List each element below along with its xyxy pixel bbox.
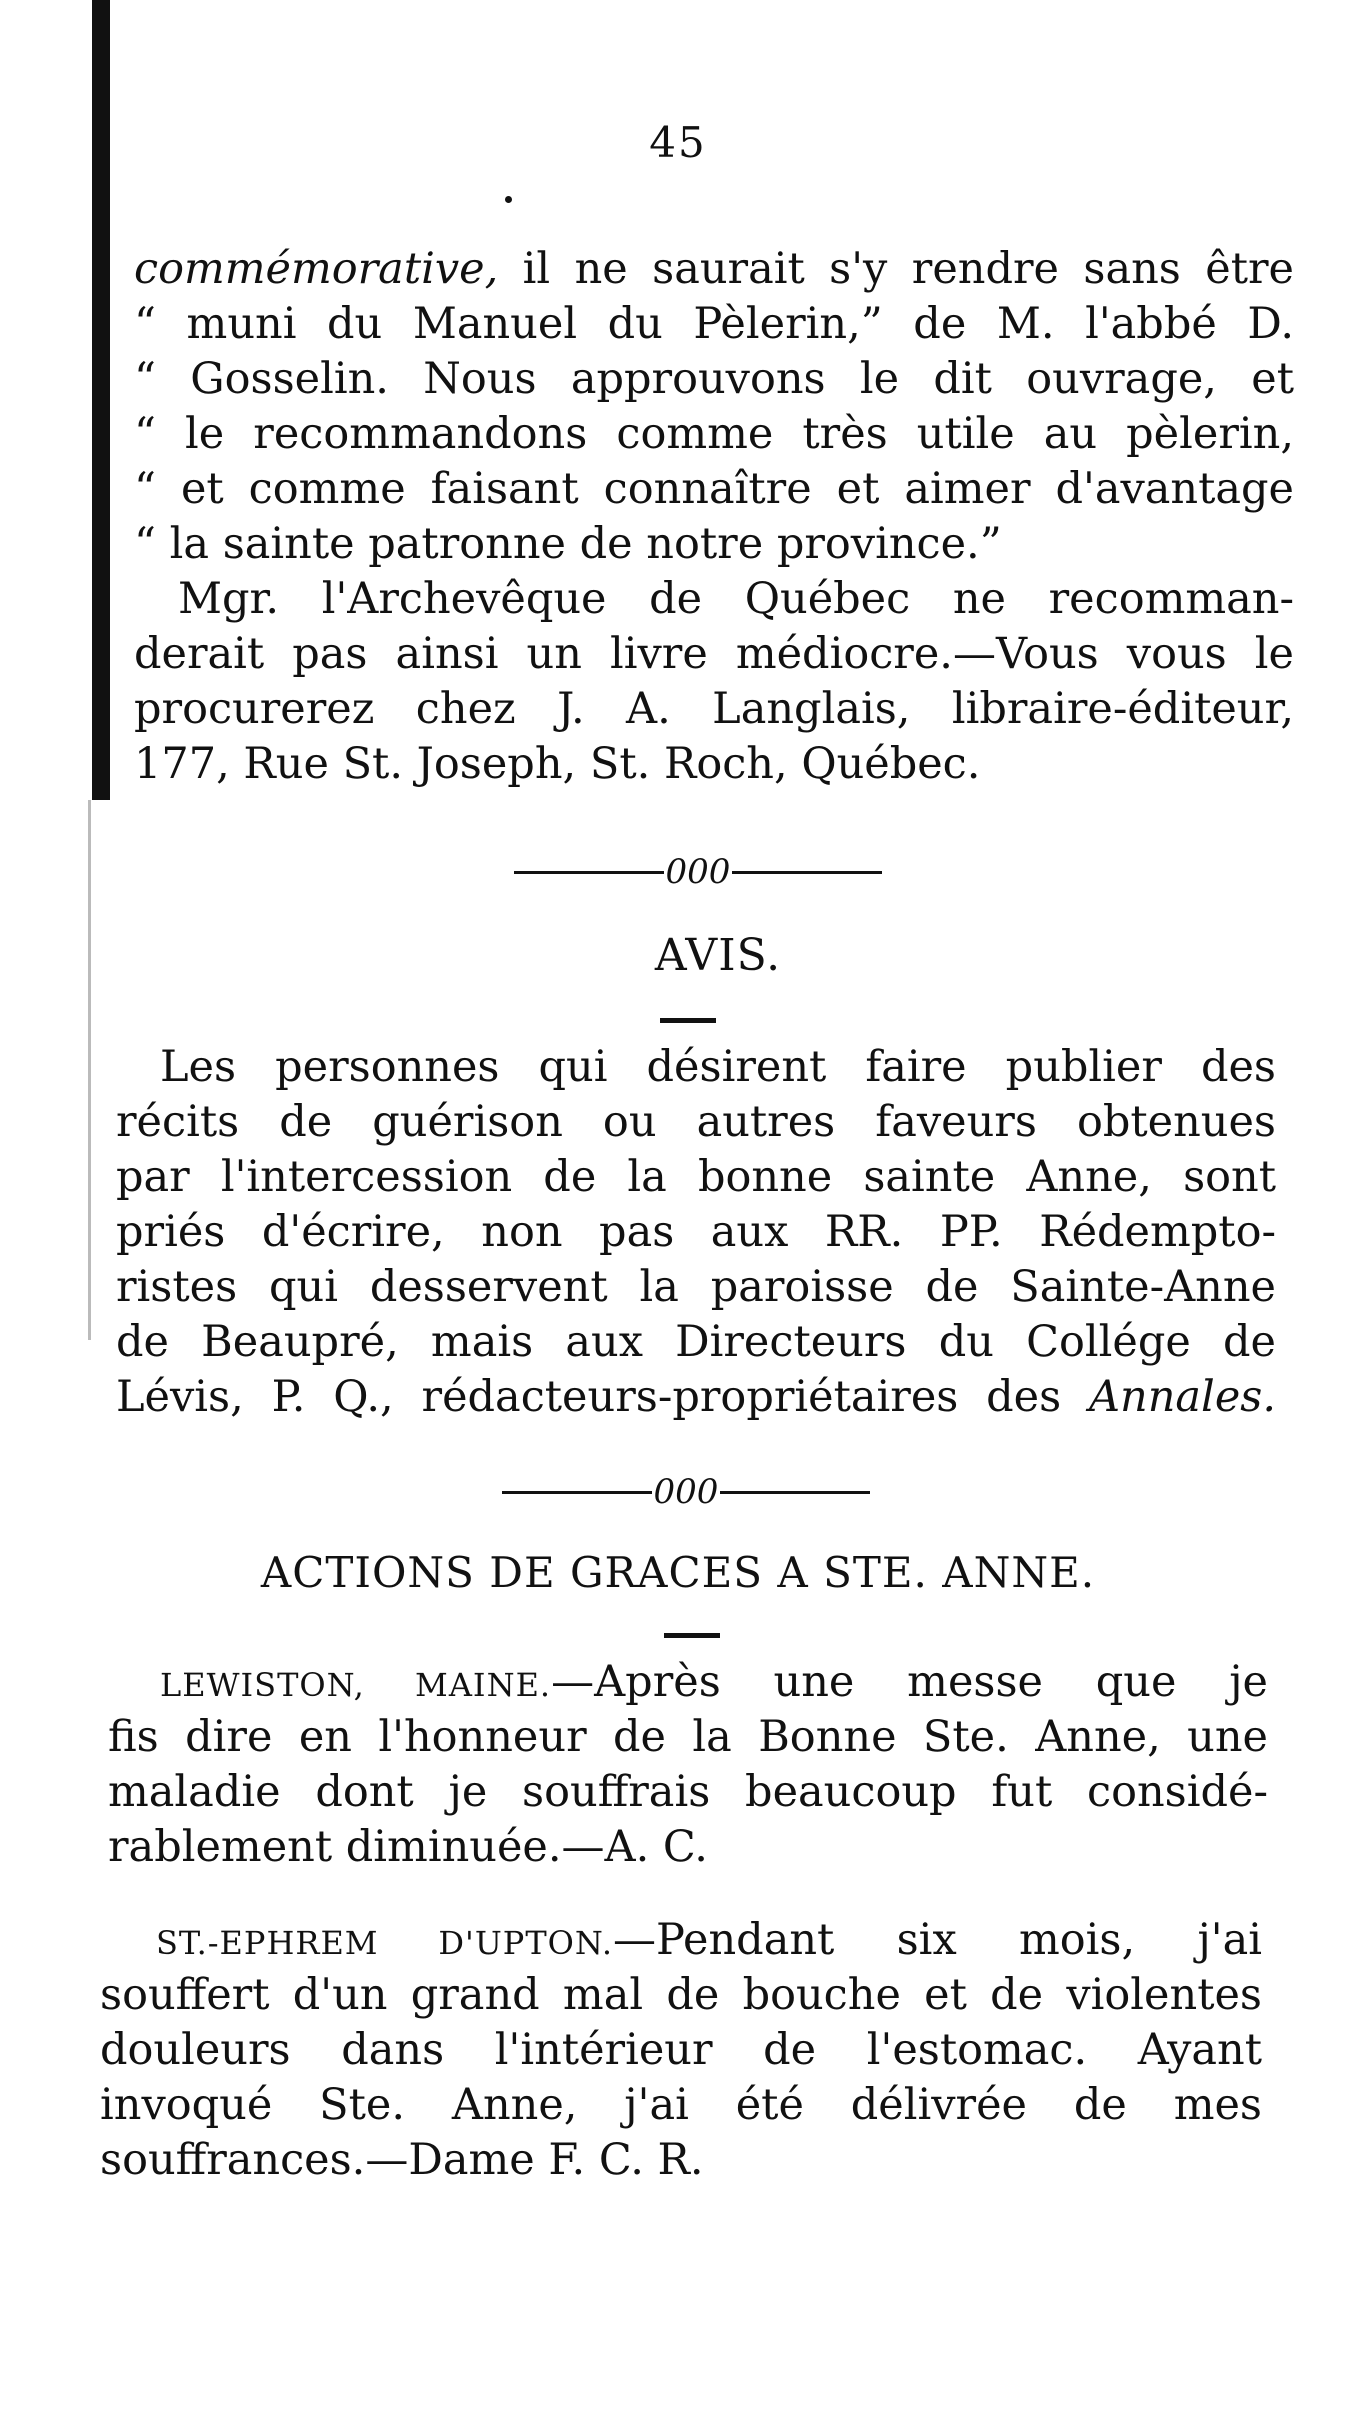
page-margin-line xyxy=(88,800,91,1340)
separator-rule xyxy=(502,1491,652,1494)
actions-title: ACTIONS DE GRACES A STE. ANNE. xyxy=(260,1548,1096,1597)
text-line: fis dire en l'honneur de la Bonne Ste. Anne, une xyxy=(108,1712,1268,1762)
text-line: procurerez chez J. A. Langlais, libraire-éditeur, xyxy=(134,684,1294,734)
line-text: Lévis, P. Q., rédacteurs-propriétaires des xyxy=(116,1372,1089,1422)
entry-place: ST.-EPHREM D'UPTON. xyxy=(156,1924,614,1962)
text-line: Les personnes qui désirent faire publier des xyxy=(160,1042,1276,1092)
text-line xyxy=(108,1655,1268,1710)
text-line: 177, Rue St. Joseph, St. Roch, Québec. xyxy=(134,739,981,789)
section-separator xyxy=(476,1472,896,1512)
heading-dash xyxy=(660,1018,716,1023)
text-line: rablement diminuée.—A. C. xyxy=(108,1822,708,1872)
text-line: par l'intercession de la bonne sainte Anne, sont xyxy=(116,1152,1276,1202)
entry-st-ephrem xyxy=(100,1913,1262,2188)
entry-lewiston xyxy=(108,1655,1268,1875)
line-text: il ne saurait s'y rendre sans être xyxy=(498,244,1294,294)
text-line: invoqué Ste. Anne, j'ai été délivrée de mes xyxy=(100,2080,1262,2130)
text-line: “ la sainte patronne de notre province.” xyxy=(134,519,1002,569)
text-line: Mgr. l'Archevêque de Québec ne recomman- xyxy=(178,574,1294,624)
text-line: priés d'écrire, non pas aux RR. PP. Rédempto- xyxy=(116,1207,1276,1257)
text-line: “ et comme faisant connaître et aimer d'avantage xyxy=(134,464,1294,514)
avis-title: AVIS. xyxy=(654,930,782,981)
avis-paragraph xyxy=(116,1040,1276,1425)
text-line xyxy=(134,242,1294,297)
italic-word: Annales. xyxy=(1088,1372,1276,1422)
page-number: 45 xyxy=(649,118,707,167)
line-text: —Pendant six mois, j'ai xyxy=(613,1915,1262,1965)
separator-rule xyxy=(732,871,882,874)
text-line xyxy=(116,1370,1276,1425)
print-speck xyxy=(505,196,512,203)
separator-mark: 000 xyxy=(653,1472,719,1512)
text-line: ristes qui desservent la paroisse de Sainte-Anne xyxy=(116,1262,1276,1312)
text-line: “ Gosselin. Nous approuvons le dit ouvrage, et xyxy=(134,354,1294,404)
text-line xyxy=(100,1913,1262,1968)
text-line: récits de guérison ou autres faveurs obtenues xyxy=(116,1097,1276,1147)
text-line: souffert d'un grand mal de bouche et de violentes xyxy=(100,1970,1262,2020)
text-line: souffrances.—Dame F. C. R. xyxy=(100,2135,704,2185)
text-line: douleurs dans l'intérieur de l'estomac. Ayant xyxy=(100,2025,1262,2075)
line-text: —Après une messe que je xyxy=(551,1657,1268,1707)
separator-mark: 000 xyxy=(665,852,731,892)
entry-place: LEWISTON, MAINE. xyxy=(160,1666,552,1704)
italic-word: commémorative, xyxy=(134,244,499,294)
text-line: maladie dont je souffrais beaucoup fut considé- xyxy=(108,1767,1268,1817)
separator-rule xyxy=(720,1491,870,1494)
heading-dash xyxy=(664,1633,720,1638)
text-line: “ muni du Manuel du Pèlerin,” de M. l'abbé D. xyxy=(134,299,1294,349)
text-line: “ le recommandons comme très utile au pèlerin, xyxy=(134,409,1294,459)
separator-rule xyxy=(514,871,664,874)
top-paragraph xyxy=(134,242,1294,792)
text-line: derait pas ainsi un livre médiocre.—Vous vous le xyxy=(134,629,1294,679)
text-line: de Beaupré, mais aux Directeurs du Collége de xyxy=(116,1317,1276,1367)
section-separator xyxy=(488,852,908,892)
